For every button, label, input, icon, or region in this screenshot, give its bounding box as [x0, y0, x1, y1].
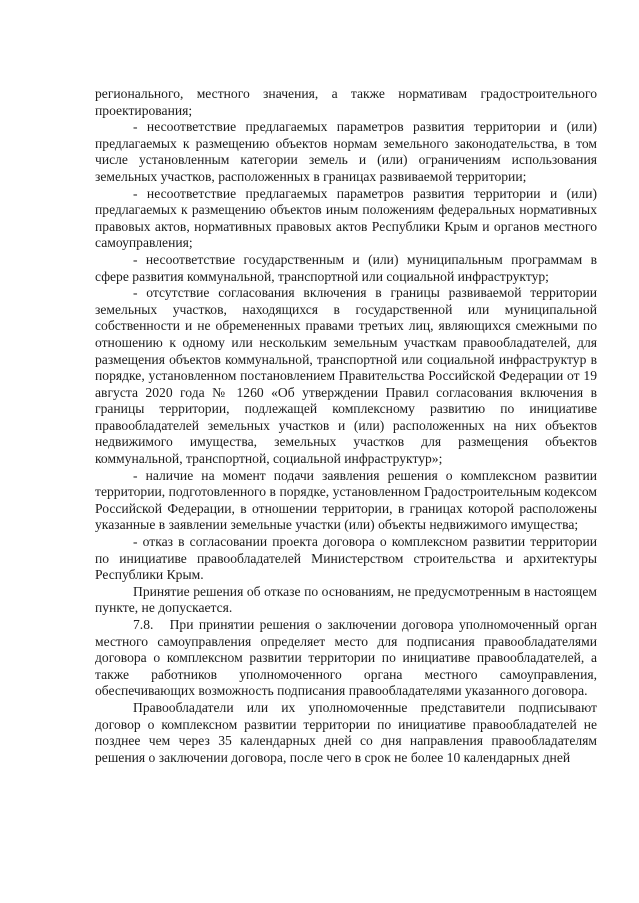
paragraph: Принятие решения об отказе по основаниям, не предусмотренным в настоящем пункте, не допускается.: [95, 583, 597, 616]
paragraph: - отказ в согласовании проекта договора о комплексном развитии территории по инициативе правообладателей Министерством строительства и архитектуры Республики Крым.: [95, 534, 597, 583]
paragraph: - несоответствие предлагаемых параметров развития территории и (или) предлагаемых к размещению объектов иным положениям федеральных нормативных правовых актов, нормативных правовых актов Республики Крым и органов местного самоуправления;: [95, 185, 597, 251]
paragraph: - наличие на момент подачи заявления решения о комплексном развитии территории, подготовленного в порядке, установленном Градостроительным кодексом Российской Федерации, в отношении территории, в границах которой расположены указанные в заявлении земельные участки (или) объекты недвижимого имущества;: [95, 467, 597, 533]
paragraph: - несоответствие предлагаемых параметров развития территории и (или) предлагаемых к размещению объектов нормам земельного законодательства, в том числе установленным категории земель и (или) ограничениям использования земельных участков, расположенных в границах развиваемой территории;: [95, 119, 597, 184]
paragraph: - несоответствие государственным и (или) муниципальным программам в сфере развития коммунальной, транспортной или социальной инфраструктур;: [95, 251, 597, 284]
paragraph: - отсутствие согласования включения в границы развиваемой территории земельных участков, находящихся в государственной или муниципальной собственности и не обремененных правами третьих лиц, являющихся смежными по отношению к одному или нескольким земельным участкам правообладателей, для размещения объектов коммунальной, транспортной или социальной инфраструктур в порядке, установленном постановлением Правительства Российской Федерации от 19 августа 2020 года № 1260 «Об утверждении Правил согласования включения в границы территории, подлежащей комплексному развитию по инициативе правообладателей земельных участков и (или) расположенных на них объектов недвижимого имущества, земельных участков для размещения объектов коммунальной, транспортной, социальной инфраструктур»;: [95, 285, 597, 467]
paragraph: Правообладатели или их уполномоченные представители подписывают договор о комплексном развитии территории по инициативе правообладателей не позднее чем через 35 календарных дней со дня направления правообладателям решения о заключении договора, после чего в срок не более 10 календарных дней: [95, 699, 597, 765]
paragraph: 7.8. При принятии решения о заключении договора уполномоченный орган местного самоуправления определяет место для подписания правообладателями договора о комплексном развитии территории по инициативе правообладателей, а также работников уполномоченного органа местного самоуправления, обеспечивающих возможность подписания правообладателями указанного договора.: [95, 617, 601, 699]
paragraph: регионального, местного значения, а также нормативам градостроительного проектирования;: [95, 86, 597, 118]
